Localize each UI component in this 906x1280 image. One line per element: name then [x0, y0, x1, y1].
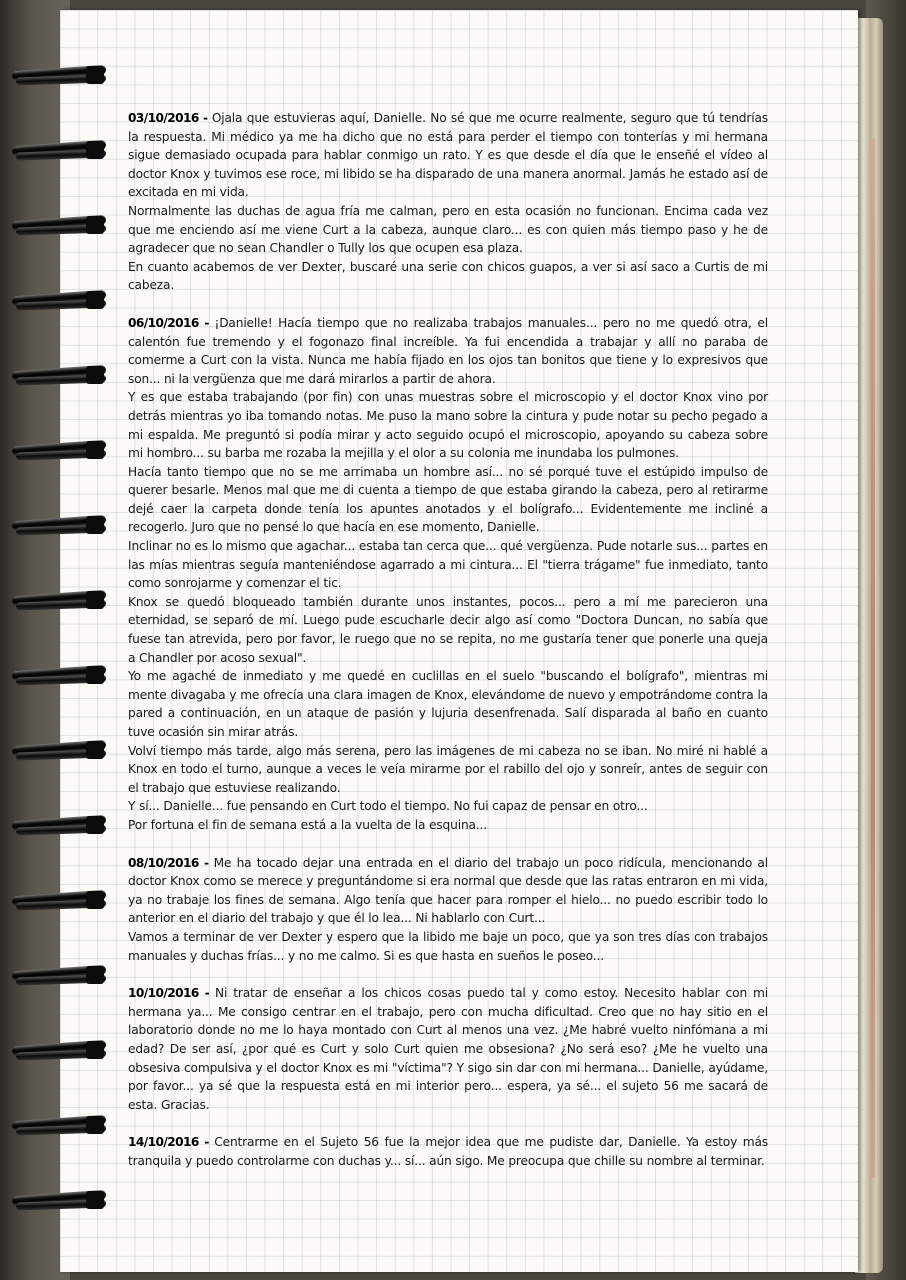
entry-text: Me ha tocado dejar una entrada en el diario del trabajo un poco ridícula, mencionando al doctor Knox como se merece y preguntándome si era normal que desde que las ratas entraron en mi vida, ya no trabaje los fines de semana. Algo tenía que hacer para romper el hielo... no puedo escribir todo lo anterior en el diario del trabajo y que él lo lea... Ni hablarlo con Curt... — [128, 855, 768, 926]
spiral-ring — [12, 512, 108, 538]
spiral-ring — [12, 662, 108, 688]
entry-paragraph — [128, 854, 768, 928]
spiral-ring — [12, 62, 108, 88]
entry-paragraph: En cuanto acabemos de ver Dexter, buscaré una serie con chicos guapos, a ver si así saco a Curtis de mi cabeza. — [128, 259, 768, 293]
entry-paragraph — [128, 984, 768, 1114]
spiral-ring — [12, 437, 108, 463]
spiral-ring — [12, 1037, 108, 1063]
entry-paragraph: Inclinar no es lo mismo que agachar... estaba tan cerca que... qué vergüenza. Pude notarle sus... partes en las mías mientras seguía manteniéndose agarrado a mi cintura... El "tierra trágame" fue inmediato, tanto como sonrojarme y comenzar el tic. — [128, 539, 768, 591]
spiral-ring — [12, 1187, 108, 1213]
entry-paragraph: Vamos a terminar de ver Dexter y espero que la libido me baje un poco, que ya son tres días con trabajos manuales y duchas frías... y no me calmo. Si es que hasta en sueños le poseo... — [128, 929, 768, 963]
spiral-ring — [12, 887, 108, 913]
entry-date: 14/10/2016 - — [128, 1135, 215, 1150]
spiral-ring — [12, 212, 108, 238]
spiral-ring — [12, 737, 108, 763]
entry-text: Centrarme en el Sujeto 56 fue la mejor idea que me pudiste dar, Danielle. Ya estoy más tranquila y puedo controlarme con duchas y... sí... aún sigo. Me preocupa que chille su nombre al terminar. — [128, 1135, 768, 1168]
spiral-ring — [12, 287, 108, 313]
diary-entry-14-10 — [128, 1133, 768, 1170]
spiral-ring — [12, 587, 108, 613]
diary-content — [128, 109, 768, 1189]
entry-text: ¡Danielle! Hacía tiempo que no realizaba trabajos manuales... pero no me quedó otra, el calentón fue tremendo y el fogonazo final increíble. Ya fui encendida a trabajar y allí no paraba de comerme a Curt con la vista. Nunca me había fijado en los ojos tan bonitos que tiene y lo expresivos que son... ni la vergüenza que me dará mirarlos a partir de ahora. — [128, 315, 768, 386]
spiral-ring — [12, 1112, 108, 1138]
spiral-ring — [12, 362, 108, 388]
entry-paragraph: Normalmente las duchas de agua fría me calman, pero en esta ocasión no funcionan. Encima cada vez que me enciendo así me viene Curt a la cabeza, aunque claro... es con quien más tiempo paso y he de agradecer que no sean Chandler o Tully los que ocupen esa plaza. — [128, 203, 768, 256]
diary-entry-08-10 — [128, 854, 768, 966]
entry-paragraph: Yo me agaché de inmediato y me quedé en cuclillas en el suelo "buscando el bolígrafo", mientras mi mente divagaba y me ofrecía una clara imagen de Knox, elevándome de nuevo y empotrándome contra la pared a continuación, en un ataque de pasión y lujuria desenfrenada. Salí disparada al baño en cuanto tuve ocasión sin mirar atrás. — [128, 669, 768, 739]
entry-paragraph: Hacía tanto tiempo que no se me arrimaba un hombre así... no sé porqué tuve el estúpido impulso de querer besarle. Menos mal que me di cuenta a tiempo de que estaba girando la cabeza, pero al retirarme dejé caer la carpeta donde tenía los apuntes anotados y el bolígrafo... Evidentemente me incliné a recogerlo. Juro que no pensé lo que hacía en ese momento, Danielle. — [128, 464, 768, 535]
entry-date: 10/10/2016 - — [128, 986, 216, 1001]
entry-paragraph: Knox se quedó bloqueado también durante unos instantes, pocos... pero a mí me parecieron una eternidad, se separó de mí. Luego pude escucharle decir algo así como "Doctora Duncan, no sabía que fuese tan atrevida, pero por favor, le ruego que no se repita, no me gustaría tener que ponerle una queja a Chandler por acoso sexual". — [128, 594, 768, 665]
entry-date: 06/10/2016 - — [128, 315, 215, 330]
entry-date: 08/10/2016 - — [128, 855, 214, 870]
entry-paragraph: Y es que estaba trabajando (por fin) con unas muestras sobre el microscopio y el doctor Knox vino por detrás mientras yo iba tomando notas. Me puso la mano sobre la cintura y pude notar su pecho pegado a mi espalda. Me preguntó si podía mirar y acto seguido ocupó el microscopio, apoyando su cabeza sobre mi hombro... su barba me rozaba la mejilla y el olor a su colonia me inundaba los pulmones. — [128, 390, 768, 461]
entry-text: Ni tratar de enseñar a los chicos cosas puedo tal y como estoy. Necesito hablar con mi hermana ya... Me consigo centrar en el trabajo, pero con mucha dificultad. Creo que no hay sitio en el laboratorio donde no me lo haya montado con Curt al menos una vez. ¿Me habré vuelto ninfómana a mi edad? De ser así, ¿por qué es Curt y solo Curt quien me obsesiona? ¿No será eso? ¿Me he vuelto una obsesiva compulsiva y el doctor Knox es mi "víctima"? Y sigo sin dar con mi hermana... Danielle, ayúdame, por favor... ya sé que la respuesta está en mi interior pero... espera, ya sé... el sujeto 56 me sacará de esta. Gracias. — [128, 986, 768, 1112]
spiral-ring — [12, 137, 108, 163]
entry-paragraph — [128, 109, 768, 202]
entry-paragraph: Volví tiempo más tarde, algo más serena, pero las imágenes de mi cabeza no se iban. No miré ni hablé a Knox en todo el turno, aunque a veces le veía mirarme por el rabillo del ojo y sonreír, antes de seguir con el trabajo que estuviese realizando. — [128, 743, 768, 795]
entry-paragraph — [128, 1133, 768, 1170]
notebook-page-edges — [855, 18, 883, 1273]
spiral-ring — [12, 812, 108, 838]
entry-date: 03/10/2016 - — [128, 111, 212, 125]
entry-paragraph — [128, 314, 768, 388]
diary-entry-06-10 — [128, 314, 768, 835]
spiral-ring — [12, 962, 108, 988]
diary-entry-03-10 — [128, 109, 768, 295]
entry-paragraph: Por fortuna el fin de semana está a la vuelta de la esquina... — [128, 817, 488, 832]
entry-text: Ojala que estuvieras aquí, Danielle. No sé que me ocurre realmente, seguro que tú tendrías la respuesta. Mi médico ya me ha dicho que no está para perder el tiempo con tonterías y mi hermana sigue demasiado ocupada para hablar conmigo un rato. Y es que desde el día que le enseñé el vídeo al doctor Knox y tuvimos ese roce, mi libido se ha disparado de una manera anormal. Jamás he estado así de excitada en mi vida. — [128, 111, 768, 200]
diary-entry-10-10 — [128, 984, 768, 1114]
entry-paragraph: Y sí... Danielle... fue pensando en Curt todo el tiempo. No fui capaz de pensar en otro... — [128, 799, 648, 814]
